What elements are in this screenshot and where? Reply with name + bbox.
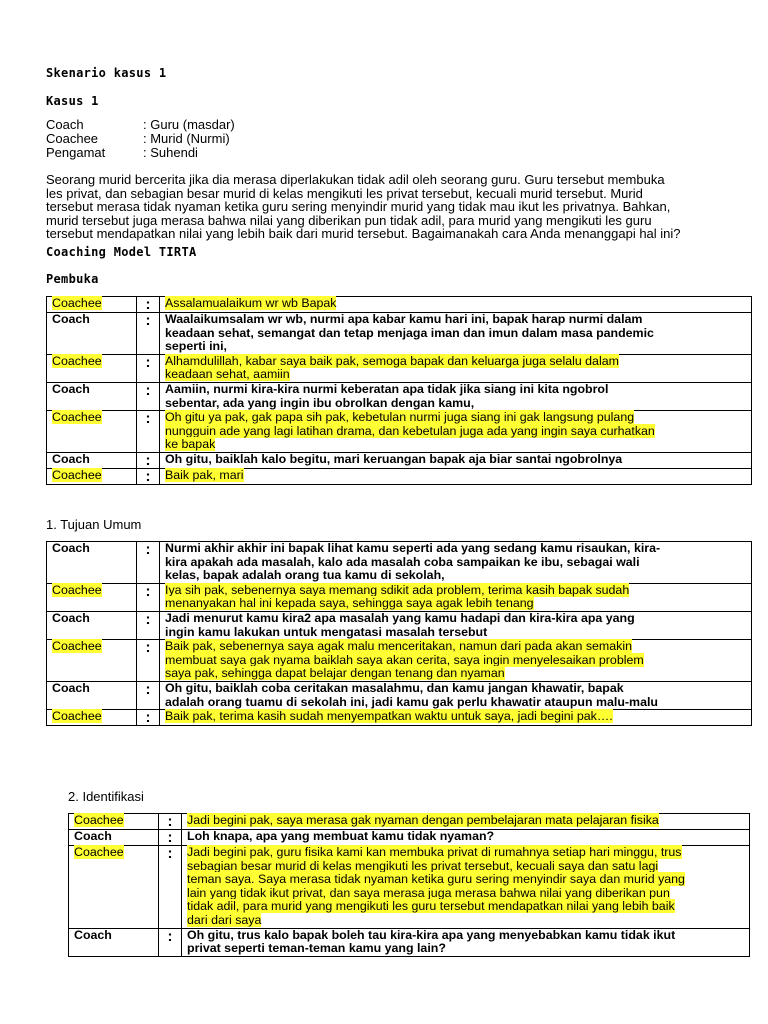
speaker-label: Coachee: [74, 813, 124, 827]
utterance-cell: [182, 846, 750, 929]
speaker-cell: [69, 814, 159, 830]
speaker-label: Coachee: [52, 410, 102, 425]
utterance-line: [165, 597, 747, 611]
utterance-line: [165, 438, 747, 452]
utterance-text: Baik pak, sebenernya saya agak malu menceritakan, namun dari pada akan semakin: [165, 639, 632, 654]
document-title: Skenario kasus 1: [46, 66, 167, 80]
scenario-line: murid tersebut juga merasa bahwa nilai yang diberikan pun tidak adil, para murid yang mengikuti les guru: [46, 212, 652, 228]
utterance-text: menanyakan hal ini kepada saya, sehingga saya agak lebih tenang: [165, 596, 534, 611]
identification-dialogue-table: [68, 813, 750, 957]
utterance-cell: [182, 830, 750, 846]
utterance-text: Jadi begini pak, saya merasa gak nyaman dengan pembelajaran mata pelajaran fisika: [187, 813, 659, 827]
speaker-label: Coach: [74, 927, 112, 942]
utterance-cell: [160, 681, 752, 709]
utterance-line: [165, 640, 747, 654]
model-heading: Coaching Model TIRTA: [46, 245, 197, 259]
utterance-line: [165, 383, 747, 397]
utterance-cell: [160, 313, 752, 355]
scenario-line: tersebut mendapatkan nilai yang lebih baik dari murid tersebut. Bagaimanakah cara Anda menanggapi hal ini?: [46, 226, 681, 242]
utterance-cell: [160, 640, 752, 682]
separator-cell: [137, 542, 160, 584]
utterance-text: Baik pak, mari: [165, 467, 244, 482]
separator-cell: [137, 611, 160, 639]
utterance-text: Assalamualaikum wr wb Bapak: [165, 296, 337, 310]
role-key: Coach: [46, 117, 84, 132]
utterance-text: privat seperti teman-teman kamu yang lain?: [187, 941, 446, 956]
utterance-text: ingin kamu lakukan untuk mengatasi masalah tersebut: [165, 624, 488, 639]
role-value: : Guru (masdar): [143, 117, 235, 132]
utterance-text: Nurmi akhir akhir ini bapak lihat kamu seperti ada yang sedang kamu risaukan, kira-: [165, 541, 661, 555]
utterance-line: [165, 469, 747, 483]
utterance-text: tidak adil, para murid yang mengikuti les guru tersebut mendapatkan nilai yang lebih baik: [187, 899, 675, 914]
utterance-line: [187, 929, 745, 943]
utterance-line: [165, 556, 747, 570]
utterance-line: [165, 682, 747, 696]
dialogue-row: [47, 611, 752, 639]
speaker-cell: [47, 468, 137, 484]
utterance-text: kelas, bapak adalah orang tua kamu di sekolah,: [165, 568, 445, 583]
speaker-cell: [47, 297, 137, 313]
utterance-line: [165, 313, 747, 327]
utterance-line: [165, 368, 747, 382]
dialogue-row: [69, 814, 750, 830]
speaker-label: Coach: [52, 381, 90, 396]
separator-colon: :: [167, 845, 173, 862]
utterance-text: Loh knapa, apa yang membuat kamu tidak nyaman?: [187, 829, 495, 843]
separator-cell: [137, 710, 160, 726]
utterance-line: [165, 667, 747, 681]
opening-dialogue-table: [46, 296, 752, 485]
separator-cell: [137, 313, 160, 355]
separator-colon: :: [145, 610, 151, 628]
utterance-line: [165, 327, 747, 341]
speaker-label: Coachee: [74, 845, 124, 859]
speaker-cell: [47, 640, 137, 682]
dialogue-row: [47, 710, 752, 726]
utterance-line: [187, 814, 745, 828]
separator-cell: [137, 382, 160, 410]
utterance-line: [187, 900, 745, 914]
utterance-line: [187, 860, 745, 874]
utterance-text: Oh gitu, baiklah kalo begitu, mari keruangan bapak aja biar santai ngobrolnya: [165, 451, 623, 466]
utterance-text: Waalaikumsalam wr wb, nurmi apa kabar kamu hari ini, bapak harap nurmi dalam: [165, 312, 643, 326]
dialogue-row: [47, 640, 752, 682]
utterance-cell: [160, 297, 752, 313]
separator-colon: :: [145, 296, 151, 313]
utterance-line: [187, 942, 745, 956]
utterance-line: [165, 584, 747, 598]
utterance-text: Jadi begini pak, guru fisika kami kan membuka privat di rumahnya setiap hari minggu, trus: [187, 845, 682, 859]
utterance-text: keadaan sehat, aamiin: [165, 367, 290, 382]
utterance-text: dari dari saya: [187, 912, 262, 927]
role-coach: [46, 118, 235, 132]
dialogue-row: [47, 468, 752, 484]
utterance-text: Baik pak, terima kasih sudah menyempatkan waktu untuk saya, jadi begini pak….: [165, 709, 613, 724]
utterance-cell: [160, 382, 752, 410]
dialogue-row: [69, 830, 750, 846]
utterance-line: [165, 355, 747, 369]
dialogue-row: [69, 928, 750, 956]
dialogue-row: [69, 846, 750, 929]
separator-colon: :: [167, 829, 173, 846]
utterance-text: sebagian besar murid di kelas mengikuti les privat tersebut, kecuali saya dan satu lagi: [187, 858, 659, 873]
speaker-label: Coachee: [52, 467, 102, 482]
speaker-cell: [47, 681, 137, 709]
separator-colon: :: [167, 927, 173, 945]
case-heading: Kasus 1: [46, 94, 99, 108]
speaker-label: Coachee: [52, 296, 102, 310]
utterance-text: lain yang tidak ikut privat, dan saya merasa juga merasa bahwa nilai yang diberikan pun: [187, 885, 670, 900]
scenario-line: Seorang murid bercerita jika dia merasa diperlakukan tidak adil oleh seorang guru. Guru tersebut membuka: [46, 172, 665, 187]
dialogue-row: [47, 542, 752, 584]
dialogue-row: [47, 411, 752, 453]
speaker-label: Coachee: [52, 709, 102, 724]
separator-colon: :: [145, 353, 151, 371]
scenario-line: les privat, dan sebagian besar murid di kelas mengikuti les privat tersebut, kecuali murid tersebut. Murid: [46, 185, 643, 201]
separator-colon: :: [145, 451, 151, 469]
utterance-text: sebentar, ada yang ingin ibu obrolkan dengan kamu,: [165, 395, 475, 410]
separator-cell: [137, 452, 160, 468]
utterance-cell: [160, 452, 752, 468]
speaker-cell: [47, 611, 137, 639]
utterance-cell: [160, 354, 752, 382]
utterance-line: [165, 569, 747, 583]
speaker-label: Coach: [52, 610, 90, 625]
utterance-text: nungguin ade yang lagi latihan drama, dan kebetulan juga ada yang ingin saya curhatkan: [165, 423, 655, 438]
utterance-cell: [160, 542, 752, 584]
utterance-line: [165, 397, 747, 411]
separator-cell: [137, 583, 160, 611]
separator-cell: [137, 411, 160, 453]
separator-colon: :: [145, 467, 151, 485]
separator-colon: :: [145, 381, 151, 399]
speaker-label: Coach: [52, 541, 90, 555]
utterance-line: [165, 612, 747, 626]
speaker-label: Coach: [52, 451, 90, 466]
utterance-text: teman saya. Saya merasa tidak nyaman ketika guru sering menyindir saya dan murid yang: [187, 872, 685, 887]
utterance-line: [165, 654, 747, 668]
separator-cell: [137, 640, 160, 682]
dialogue-row: [47, 583, 752, 611]
separator-cell: [159, 830, 182, 846]
separator-colon: :: [145, 582, 151, 600]
speaker-cell: [47, 452, 137, 468]
utterance-text: ke bapak: [165, 437, 216, 452]
utterance-cell: [160, 468, 752, 484]
speaker-cell: [47, 583, 137, 611]
speaker-cell: [69, 846, 159, 929]
dialogue-row: [47, 297, 752, 313]
utterance-line: [165, 340, 747, 354]
dialogue-row: [47, 681, 752, 709]
utterance-line: [187, 914, 745, 928]
utterance-text: Oh gitu ya pak, gak papa sih pak, kebetulan nurmi juga siang ini gak langsung pulang: [165, 410, 635, 425]
separator-colon: :: [145, 312, 151, 329]
separator-colon: :: [145, 410, 151, 428]
utterance-text: membuat saya gak nyama baiklah saya akan cerita, saya ingin menyelesaikan problem: [165, 652, 644, 667]
separator-cell: [137, 354, 160, 382]
speaker-label: Coach: [74, 829, 112, 843]
speaker-cell: [47, 313, 137, 355]
dialogue-row: [47, 452, 752, 468]
utterance-line: [165, 297, 747, 311]
utterance-line: [165, 696, 747, 710]
speaker-label: Coach: [52, 312, 90, 326]
separator-colon: :: [167, 813, 173, 830]
utterance-text: Aamiin, nurmi kira-kira nurmi keberatan apa tidak jika siang ini kita ngobrol: [165, 381, 609, 396]
speaker-cell: [69, 830, 159, 846]
utterance-text: Jadi menurut kamu kira2 apa masalah yang kamu hadapi dan kira-kira apa yang: [165, 610, 635, 625]
speaker-cell: [47, 382, 137, 410]
separator-cell: [137, 681, 160, 709]
scenario-paragraph: [46, 173, 746, 241]
speaker-cell: [47, 411, 137, 453]
utterance-line: [187, 887, 745, 901]
separator-colon: :: [145, 541, 151, 558]
utterance-text: Oh gitu, trus kalo bapak boleh tau kira-kira apa yang menyebabkan kamu tidak ikut: [187, 927, 676, 942]
utterance-cell: [160, 583, 752, 611]
utterance-cell: [160, 710, 752, 726]
scenario-line: tersebut merasa tidak nyaman ketika guru sering menyindir murid yang tidak mau ikut les privatnya. Bahkan,: [46, 199, 671, 215]
utterance-line: [165, 453, 747, 467]
utterance-text: Iya sih pak, sebenernya saya memang sdikit ada problem, terima kasih bapak sudah: [165, 582, 630, 597]
separator-cell: [159, 814, 182, 830]
dialogue-row: [47, 313, 752, 355]
dialogue-row: [47, 354, 752, 382]
utterance-line: [187, 830, 745, 844]
speaker-cell: [47, 710, 137, 726]
separator-cell: [159, 846, 182, 929]
utterance-text: seperti ini,: [165, 339, 227, 354]
separator-cell: [137, 297, 160, 313]
separator-colon: :: [145, 639, 151, 657]
utterance-cell: [182, 928, 750, 956]
speaker-label: Coach: [52, 680, 90, 695]
utterance-line: [187, 846, 745, 860]
role-key: Pengamat: [46, 145, 106, 160]
utterance-text: saya pak, sehingga dapat belajar dengan tenang dan nyaman: [165, 666, 505, 681]
utterance-line: [165, 626, 747, 640]
separator-cell: [159, 928, 182, 956]
speaker-cell: [69, 928, 159, 956]
utterance-line: [165, 411, 747, 425]
separator-colon: :: [145, 709, 151, 727]
utterance-text: kira apakah ada masalah, kalo ada masalah coba sampaikan ke ibu, sebagai wali: [165, 554, 640, 569]
utterance-text: keadaan sehat, semangat dan tetap menjaga iman dan imun dalam masa pandemic: [165, 325, 654, 340]
section-identifikasi: 2. Identifikasi: [68, 789, 144, 804]
role-value: : Murid (Nurmi): [143, 131, 230, 146]
role-key: Coachee: [46, 131, 99, 146]
dialogue-row: [47, 382, 752, 410]
speaker-cell: [47, 542, 137, 584]
utterance-text: Oh gitu, baiklah coba ceritakan masalahmu, dan kamu jangan khawatir, bapak: [165, 680, 624, 695]
utterance-line: [165, 542, 747, 556]
utterance-cell: [160, 411, 752, 453]
speaker-label: Coachee: [52, 582, 102, 597]
utterance-cell: [160, 611, 752, 639]
separator-cell: [137, 468, 160, 484]
role-value: : Suhendi: [143, 145, 198, 160]
utterance-text: Alhamdulillah, kabar saya baik pak, semoga bapak dan keluarga juga selalu dalam: [165, 353, 619, 368]
speaker-label: Coachee: [52, 639, 102, 654]
speaker-label: Coachee: [52, 353, 102, 368]
utterance-line: [187, 873, 745, 887]
utterance-line: [165, 425, 747, 439]
utterance-line: [165, 710, 747, 724]
role-coachee: [46, 132, 230, 146]
opening-heading: Pembuka: [46, 272, 99, 286]
separator-colon: :: [145, 680, 151, 698]
role-observer: [46, 146, 198, 160]
utterance-text: adalah orang tuamu di sekolah ini, jadi kamu gak perlu khawatir ataupun malu-malu: [165, 694, 658, 709]
speaker-cell: [47, 354, 137, 382]
section-tujuan-umum: 1. Tujuan Umum: [46, 517, 142, 532]
goal-dialogue-table: [46, 541, 752, 726]
utterance-cell: [182, 814, 750, 830]
